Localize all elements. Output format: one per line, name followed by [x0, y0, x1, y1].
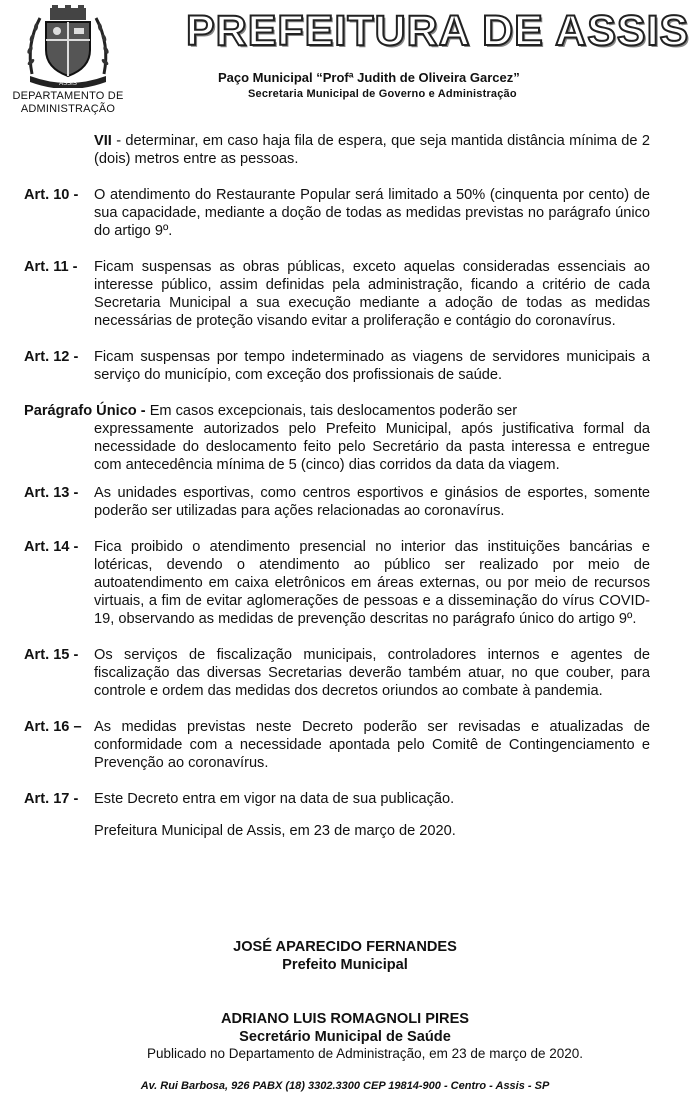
inciso-vii-label: VII — [94, 133, 112, 149]
department-label — [4, 90, 132, 116]
article-14-text: Fica proibido o atendimento presencial no interior das instituições bancárias e lotéricas, devendo o atendimento ao público ser realizado por meio de autoatendimento em caixa eletrônicos em áreas externas, ou por meio de recursos virtuais, a fim de evitar aglomerações de pessoas e a disseminação do vírus COVID-19, observando as medidas de prevenção descritas no parágrafo único do artigo 9º. — [94, 539, 650, 627]
article-16-text: As medidas previstas neste Decreto poderão ser revisadas e atualizadas de conformidade com a necessidade apontada pelo Comitê de Contingenciamento e Prevenção ao coronavírus. — [94, 719, 650, 771]
article-13-text: As unidades esportivas, como centros esportivos e ginásios de esportes, somente poderão ser utilizadas para ações relacionadas ao coronavírus. — [94, 485, 650, 519]
mayor-name: JOSÉ APARECIDO FERNANDES — [233, 939, 457, 955]
secretary-title: Secretário Municipal de Saúde — [239, 1029, 451, 1045]
article-17-label: Art. 17 - — [24, 791, 79, 807]
page-title: PREFEITURA DE ASSIS — [186, 7, 690, 55]
article-12-label: Art. 12 - — [24, 349, 79, 365]
inciso-vii — [24, 132, 650, 168]
article-16 — [24, 718, 650, 772]
article-11 — [24, 258, 650, 330]
article-14 — [24, 538, 650, 628]
decree-body — [24, 132, 650, 840]
crest-ribbon-text: ASSIS — [59, 81, 77, 87]
article-17-text: Este Decreto entra em vigor na data de sua publicação. — [94, 791, 455, 807]
article-13-label: Art. 13 - — [24, 485, 79, 501]
paragrafo-unico-text-rest: expressamente autorizados pelo Prefeito Municipal, após justificativa formal da necessidade do deslocamento feito pelo Secretário da pasta interessa e entregue com antecedência mínima de 5 (cinco) dias corridos da data da viagem. — [94, 421, 650, 473]
article-11-label: Art. 11 - — [24, 259, 78, 275]
article-10 — [24, 186, 650, 240]
header-subtitle-secretariat: Secretaria Municipal de Governo e Administração — [248, 88, 517, 100]
secretary-name: ADRIANO LUIS ROMAGNOLI PIRES — [220, 1011, 470, 1027]
header-subtitle-palace: Paço Municipal “Profª Judith de Oliveira Garcez” — [218, 70, 520, 85]
publication-note: Publicado no Departamento de Administração, em 23 de março de 2020. — [146, 1046, 583, 1061]
coat-of-arms-icon — [22, 4, 114, 88]
article-17 — [24, 790, 650, 808]
department-line-2: ADMINISTRAÇÃO — [20, 103, 116, 115]
article-15-text: Os serviços de fiscalização municipais, controladores internos e agentes de fiscalização das diversas Secretarias deverão também atuar, no que couber, para controle e ordem das medidas dos decretos oriundos ao combate à pandemia. — [94, 647, 650, 699]
inciso-vii-text: - determinar, em caso haja fila de espera, que seja mantida distância mínima de 2 (dois) metros entre as pessoas. — [94, 133, 650, 167]
article-14-label: Art. 14 - — [24, 539, 79, 555]
paragrafo-unico-text-first: Em casos excepcionais, tais deslocamentos poderão ser — [145, 403, 518, 419]
paragrafo-unico-label: Parágrafo Único - — [24, 403, 146, 419]
article-16-label: Art. 16 – — [24, 719, 82, 735]
article-15-label: Art. 15 - — [24, 647, 79, 663]
article-10-label: Art. 10 - — [24, 187, 79, 203]
article-13 — [24, 484, 650, 520]
article-10-text: O atendimento do Restaurante Popular será limitado a 50% (cinquenta por cento) de sua capacidade, mediante a doção de todas as medidas previstas no parágrafo único do artigo 9º. — [94, 187, 650, 239]
mayor-signature-block — [0, 938, 690, 974]
footer-address: Av. Rui Barbosa, 926 PABX (18) 3302.3300 CEP 19814-900 - Centro - Assis - SP — [140, 1080, 550, 1092]
secretary-signature-block — [0, 1010, 690, 1046]
paragrafo-unico — [24, 402, 650, 474]
mayor-title: Prefeito Municipal — [282, 957, 408, 973]
closing-date-line: Prefeitura Municipal de Assis, em 23 de março de 2020. — [94, 823, 456, 839]
department-line-1: DEPARTAMENTO DE — [12, 90, 124, 102]
article-12-text: Ficam suspensas por tempo indeterminado as viagens de servidores municipais a serviço do município, com exceção dos profissionais de saúde. — [94, 349, 650, 383]
article-12 — [24, 348, 650, 384]
article-15 — [24, 646, 650, 700]
article-11-text: Ficam suspensas as obras públicas, exceto aquelas consideradas essenciais ao interesse público, assim definidas pela administração, ficando a critério de cada Secretaria Municipal a sua execução mediante a adoção de todas as medidas necessárias de proteção visando evitar a proliferação e contágio do coronavírus. — [94, 259, 650, 329]
